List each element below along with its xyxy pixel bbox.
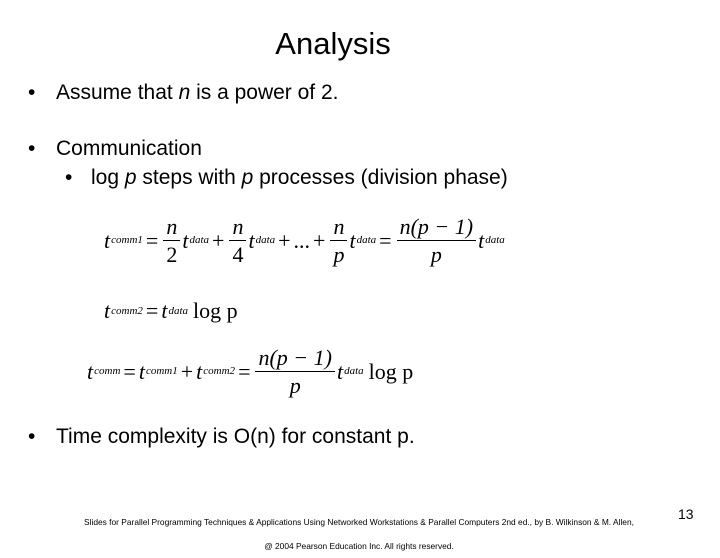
var-t: t: [336, 358, 344, 384]
var-t: t: [161, 298, 168, 323]
bullet-var-n: n: [178, 81, 191, 104]
plus-sign: +: [278, 227, 291, 253]
denominator: p: [333, 242, 345, 268]
fraction-n-over-4: [229, 215, 246, 266]
ellipsis: ...: [293, 227, 311, 253]
bullet-glyph: •: [28, 137, 36, 160]
bullet-time-complexity: [28, 423, 415, 451]
equals-sign: =: [379, 227, 392, 253]
bullet-glyph: •: [28, 81, 36, 104]
var-t: t: [138, 358, 145, 384]
equals-sign: =: [238, 358, 251, 384]
fraction-np-minus-1-over-p: [397, 215, 477, 266]
denominator: p: [289, 373, 301, 399]
sub-data: data: [344, 365, 364, 378]
numerator: n: [229, 215, 246, 241]
var-t: t: [104, 227, 111, 253]
fraction-n-over-2: [163, 215, 180, 266]
sub-comm: comm: [94, 365, 121, 378]
bullet-glyph: •: [28, 425, 36, 448]
footer-citation: Slides for Parallel Programming Techniques & Applications Using Networked Workstations & Parallel Computers 2nd ed., by B. Wilkinson & M. Allen,: [84, 517, 634, 527]
var-t: t: [248, 227, 255, 253]
plus-sign: +: [180, 358, 194, 384]
sub-text-mid: steps with: [136, 166, 242, 189]
slide-title: Analysis: [275, 26, 391, 61]
bullet-text-prefix: Assume that: [56, 81, 179, 104]
log-p: log p: [368, 358, 414, 384]
equation-tcomm-total: [87, 346, 413, 397]
denominator: 2: [166, 242, 178, 268]
var-t: t: [349, 227, 356, 253]
sub-comm2: comm2: [111, 304, 143, 317]
bullet-text: Time complexity is O(n) for constant p.: [56, 425, 415, 448]
log-p: log p: [193, 298, 238, 323]
numerator: n(p − 1): [255, 346, 335, 372]
equals-sign: =: [145, 298, 159, 323]
numerator: n: [330, 215, 347, 241]
bullet-glyph: •: [65, 166, 73, 189]
var-t: t: [196, 358, 203, 384]
denominator: p: [430, 242, 442, 268]
sub-data: data: [485, 234, 505, 247]
page-number: 13: [678, 506, 694, 522]
sub-var-p: p: [124, 166, 137, 189]
sub-var-p: p: [241, 166, 254, 189]
bullet-text: Communication: [56, 137, 202, 160]
equation-tcomm2: [104, 300, 238, 322]
sub-comm2: comm2: [203, 365, 236, 378]
bullet-power-of-two: [28, 79, 339, 107]
equals-sign: =: [123, 358, 136, 384]
sub-bullet-log-steps: [65, 164, 508, 192]
numerator: n(p − 1): [397, 215, 477, 241]
sub-comm1: comm1: [111, 234, 143, 247]
sub-data: data: [189, 234, 210, 247]
bullet-communication: [28, 135, 202, 163]
sub-text-suffix: processes (division phase): [253, 166, 508, 189]
denominator: 4: [232, 242, 244, 268]
var-t: t: [478, 227, 485, 253]
bullet-text-suffix: is a power of 2.: [190, 81, 339, 104]
footer-copyright: @ 2004 Pearson Education Inc. All rights reserved.: [264, 541, 454, 551]
var-t: t: [87, 358, 94, 384]
var-t: t: [182, 227, 189, 253]
var-t: t: [104, 298, 111, 323]
sub-text-prefix: log: [91, 166, 125, 189]
fraction-n-over-p: [330, 215, 347, 266]
fraction-np-minus-1-over-p: [255, 346, 335, 397]
plus-sign: +: [212, 227, 225, 253]
sub-data: data: [356, 234, 377, 247]
sub-comm1: comm1: [145, 365, 178, 378]
plus-sign: +: [313, 227, 326, 253]
slide-footer: [64, 510, 654, 558]
numerator: n: [163, 215, 180, 241]
equals-sign: =: [145, 227, 159, 253]
sub-data: data: [255, 234, 276, 247]
sub-data: data: [168, 304, 189, 317]
equation-tcomm1-sum: [104, 215, 505, 266]
